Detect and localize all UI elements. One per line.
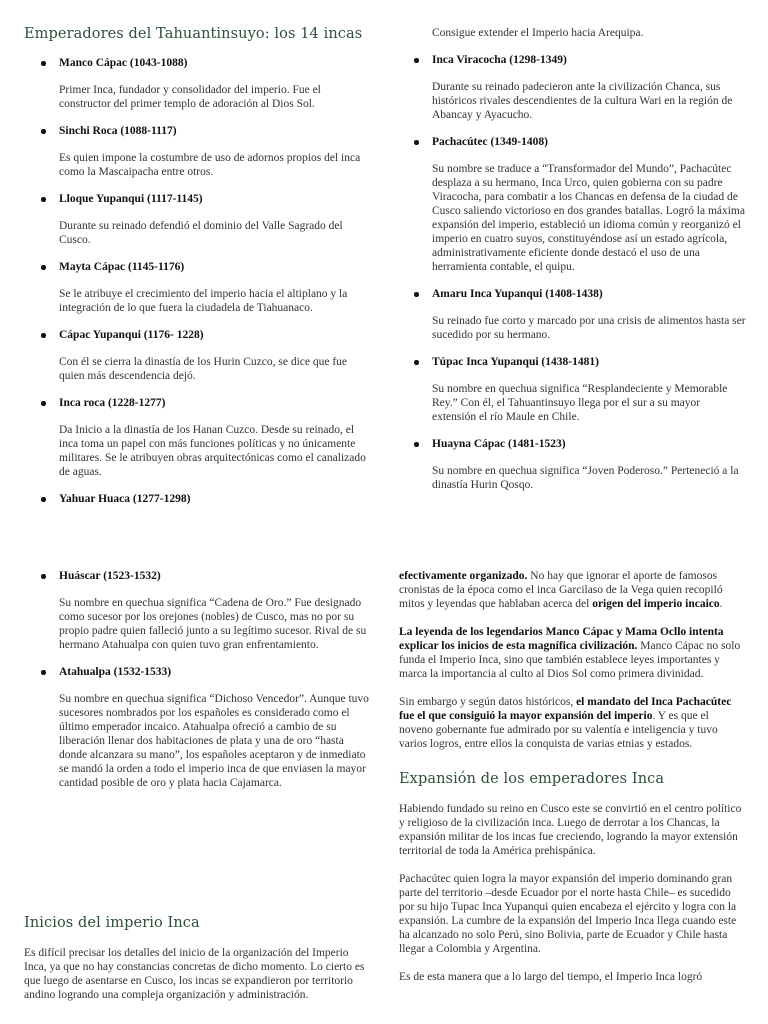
bold-text: La leyenda de los legendarios Manco Cápac y Mama Ocllo intenta explicar los inicios de esta magnífica civilización.	[399, 626, 724, 652]
left-bottom-section	[24, 915, 369, 1002]
bold-text: origen del imperio incaico	[592, 598, 720, 610]
section-heading-inicios: Inicios del imperio Inca	[24, 915, 200, 931]
section-heading-emperadores: Emperadores del Tahuantinsuyo: los 14 incas	[24, 26, 363, 42]
inca-description: Da Inicio a la dinastía de los Hanan Cuzco. Desde su reinado, el inca toma un papel con más funciones políticas y no únicamente militares. Se le atribuyen obras arquitectónicas como el canalizado de aguas.	[59, 424, 366, 478]
inca-name: Inca Viracocha (1298-1349)	[397, 53, 747, 67]
list-item	[24, 665, 369, 790]
left-top-column	[24, 26, 369, 506]
list-item	[24, 569, 369, 652]
paragraph	[399, 569, 744, 611]
inca-name: Yahuar Huaca (1277-1298)	[24, 492, 369, 506]
list-item	[24, 56, 369, 111]
inca-name: Lloque Yupanqui (1117-1145)	[24, 192, 369, 206]
inca-description: Se le atribuye el crecimiento del imperio hacia el altiplano y la integración de lo que fuera la ciudadela de Tiahuanaco.	[59, 288, 348, 314]
paragraph: Es de esta manera que a lo largo del tiempo, el Imperio Inca logró	[399, 971, 703, 983]
bold-text: el mandato del Inca Pachacútec fue el que consiguió la mayor expansión del imperio	[399, 696, 732, 722]
inca-description: Primer Inca, fundador y consolidador del imperio. Fue el constructor del primer templo de adoración al Dios Sol.	[59, 84, 321, 110]
paragraph	[399, 695, 744, 751]
inca-description: Su nombre en quechua significa “Dichoso Vencedor”. Aunque tuvo sucesores nombrados por los españoles es considerado como el último emperador incaico. Atahualpa ofreció a cambio de su liberación llenar dos habitaciones de plata y una de oro “hasta donde alcanzara su mano”, los españoles aceptaron y de inmediato se mandó la orden a todo el imperio inca de que enviasen la mayor cantidad posible de oro y plata hacia Cajamarca.	[59, 693, 369, 789]
section-heading-expansion: Expansión de los emperadores Inca	[399, 771, 665, 787]
text: .	[719, 598, 723, 610]
inca-name: Pachacútec (1349-1408)	[397, 135, 747, 149]
list-item	[24, 492, 369, 506]
left-bottom-column	[24, 569, 369, 790]
list-item	[397, 437, 747, 492]
inca-description: Su nombre en quechua significa “Cadena de Oro.” Fue designado como sucesor por los orejones (nobles) de Cusco, mas no por su propio padre quien falleció junto a su legítimo sucesor. Rival de su hermano Atahualpa con quien tuvo gran enfrentamiento.	[59, 597, 367, 651]
text: . Y es que el noveno gobernante fue admirado por su valentía e inteligencia y tuvo varios logros, entre ellos la conquista de varias etnias y estados.	[399, 710, 718, 750]
inca-list	[24, 56, 369, 506]
inca-description: Durante su reinado padecieron ante la civilización Chanca, sus históricos rivales descendientes de la cultura Wari en la región de Abancay y Ayacucho.	[432, 81, 733, 121]
list-item	[397, 53, 747, 122]
inca-name: Atahualpa (1532-1533)	[24, 665, 369, 679]
inca-description: Durante su reinado defendió el dominio del Valle Sagrado del Cusco.	[59, 220, 343, 246]
inca-description: Es quien impone la costumbre de uso de adornos propios del inca como la Mascaipacha entre otros.	[59, 152, 361, 178]
text: No hay que ignorar el aporte de famosos cronistas de la época como el inca Garcilaso de la Vega quien recopiló mitos y leyendas que hablaban acerca del	[399, 570, 723, 610]
inca-name: Amaru Inca Yupanqui (1408-1438)	[397, 287, 747, 301]
inca-description: Consigue extender el Imperio hacia Arequipa.	[432, 27, 644, 39]
list-item	[397, 135, 747, 274]
right-top-column	[397, 26, 747, 492]
inca-name: Inca roca (1228-1277)	[24, 396, 369, 410]
inca-name: Huayna Cápac (1481-1523)	[397, 437, 747, 451]
inca-name: Cápac Yupanqui (1176- 1228)	[24, 328, 369, 342]
list-item	[24, 260, 369, 315]
inca-description: Su nombre se traduce a “Transformador del Mundo”, Pachacútec desplaza a su hermano, Inca Urco, quien gobierna con su padre Viracocha, para combatir a los Chancas en defensa de la ciudad de Cusco saliendo victorioso en dos grandes batallas. Logró la máxima expansión del imperio, estableció un idioma común y reorganizó el imperio en cuatro suyos, constituyéndose así un estado agrícola, administrativamente eficiente donde destacó el uso de una herramienta contable, el quipu.	[432, 163, 745, 273]
list-item	[397, 287, 747, 342]
list-item	[24, 124, 369, 179]
right-bottom-column	[399, 569, 744, 984]
paragraph	[399, 625, 744, 681]
text: Sin embargo y según datos históricos,	[399, 696, 577, 708]
list-item	[24, 192, 369, 247]
inca-list	[24, 569, 369, 790]
inca-description: Su reinado fue corto y marcado por una crisis de alimentos hasta ser sucedido por su hermano.	[432, 315, 746, 341]
bold-text: efectivamente organizado.	[399, 570, 528, 582]
list-item	[397, 355, 747, 424]
inca-list	[397, 53, 747, 492]
paragraph: Habiendo fundado su reino en Cusco este se convirtió en el centro político y religioso de la civilización inca. Luego de derrotar a los Chancas, la expansión militar de los incas fue creciendo, logrando la mayor extensión territorial de toda la América prehispánica.	[399, 803, 742, 857]
paragraph: Es difícil precisar los detalles del inicio de la organización del Imperio Inca, ya que no hay constancias concretas de dicho momento. Lo cierto es que luego de asentarse en Cusco, los incas se expandieron por territorio andino logrando una compleja organización y administración.	[24, 947, 365, 1001]
list-item	[24, 328, 369, 383]
inca-name: Mayta Cápac (1145-1176)	[24, 260, 369, 274]
inca-description: Su nombre en quechua significa “Joven Poderoso.” Perteneció a la dinastía Hurin Qosqo.	[432, 465, 739, 491]
inca-name: Sinchi Roca (1088-1117)	[24, 124, 369, 138]
inca-name: Huáscar (1523-1532)	[24, 569, 369, 583]
text: Manco Cápac no solo funda el Imperio Inca, sino que también establece leyes importantes y marca la importancia al culto al Dios Sol como primera divinidad.	[399, 640, 741, 680]
inca-name: Manco Cápac (1043-1088)	[24, 56, 369, 70]
list-item	[24, 396, 369, 479]
inca-description: Su nombre en quechua significa “Resplandeciente y Memorable Rey.” Con él, el Tahuantinsuyo llega por el sur a su mayor extensión el río Maule en Chile.	[432, 383, 728, 423]
inca-description: Con él se cierra la dinastía de los Hurin Cuzco, se dice que fue quien más descendencia dejó.	[59, 356, 348, 382]
inca-name: Túpac Inca Yupanqui (1438-1481)	[397, 355, 747, 369]
paragraph: Pachacútec quien logra la mayor expansión del imperio dominando gran parte del territorio –desde Ecuador por el norte hasta Chile– es sucedido por su hijo Tupac Inca Yupanqui quien encabeza el ejército y logra con la expansión. La cumbre de la expansión del Imperio Inca llega cuando este ha alcanzado no solo Perú, sino Bolivia, parte de Ecuador y Chile hasta llegar a Colombia y Argentina.	[399, 873, 737, 955]
